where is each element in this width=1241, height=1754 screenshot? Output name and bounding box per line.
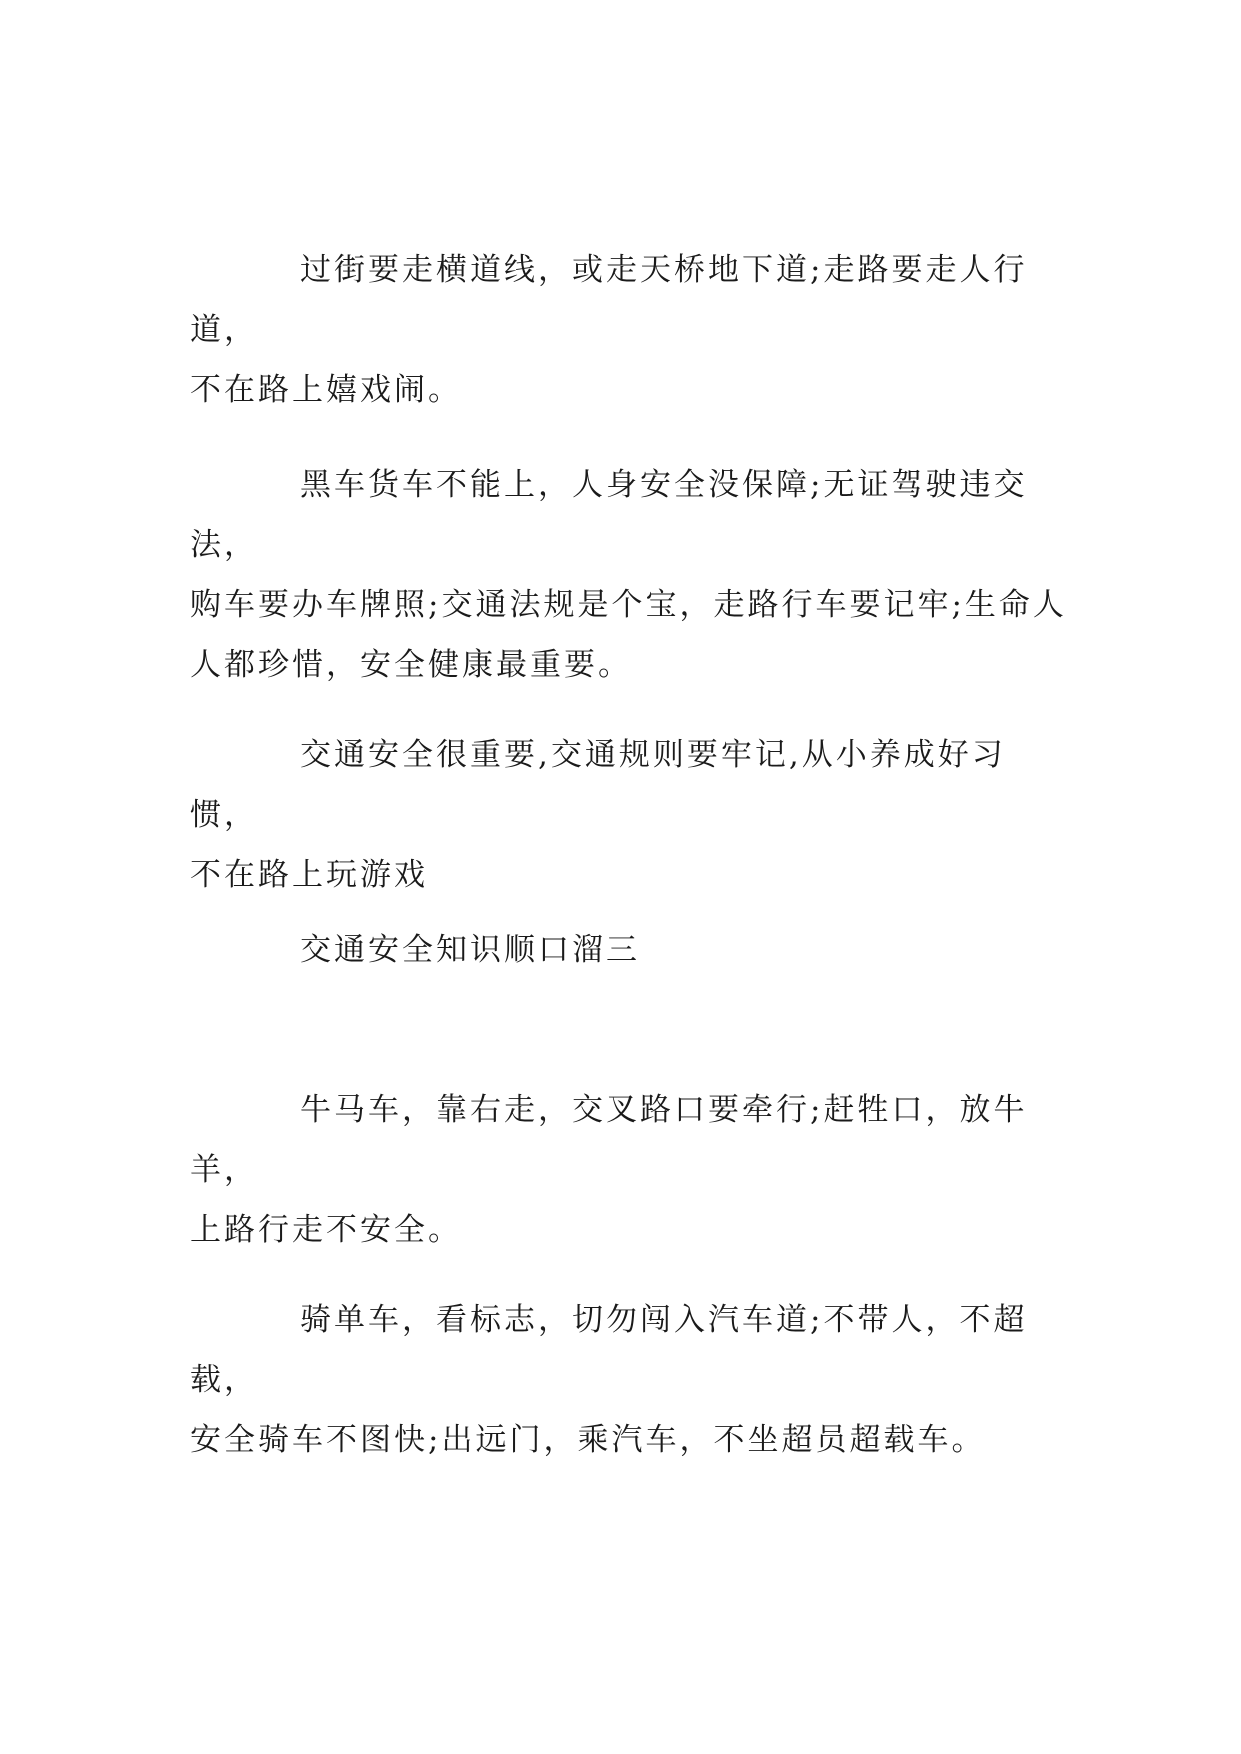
text-line: 牛马车，靠右走，交叉路口要牵行;赶牲口，放牛羊， (190, 1092, 1028, 1188)
text-line: 人都珍惜，安全健康最重要。 (190, 647, 632, 683)
section-heading (190, 920, 1070, 980)
text-line: 不在路上玩游戏 (190, 857, 428, 893)
paragraph-crossing-street (190, 240, 1070, 420)
paragraph-bicycle-safety (190, 1290, 1070, 1470)
text-line: 过街要走横道线，或走天桥地下道;走路要走人行道， (190, 252, 1028, 348)
heading-text: 交通安全知识顺口溜三 (300, 932, 640, 968)
paragraph-traffic-rules (190, 725, 1070, 905)
text-line: 黑车货车不能上，人身安全没保障;无证驾驶违交法， (190, 467, 1028, 563)
paragraph-illegal-vehicles (190, 455, 1070, 695)
text-line: 安全骑车不图快;出远门，乘汽车，不坐超员超载车。 (190, 1422, 986, 1458)
text-line: 上路行走不安全。 (190, 1212, 462, 1248)
paragraph-animal-carts (190, 1080, 1070, 1260)
text-line: 骑单车，看标志，切勿闯入汽车道;不带人，不超载， (190, 1302, 1028, 1398)
text-line: 交通安全很重要,交通规则要牢记,从小养成好习惯， (190, 737, 1006, 833)
text-line: 购车要办车牌照;交通法规是个宝，走路行车要记牢;生命人 (190, 587, 1067, 623)
text-line: 不在路上嬉戏闹。 (190, 372, 462, 408)
